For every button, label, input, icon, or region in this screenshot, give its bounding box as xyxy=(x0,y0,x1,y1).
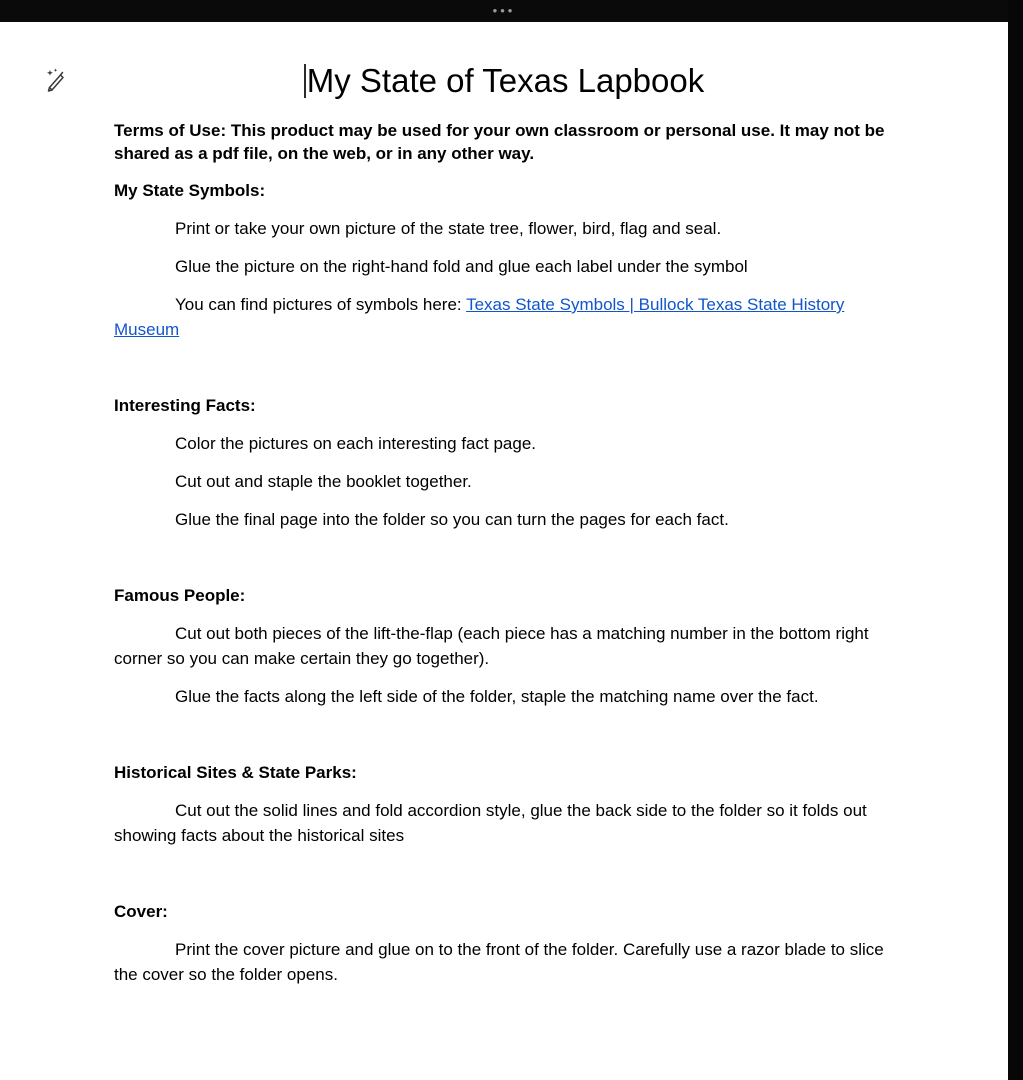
pen-sparkle-icon[interactable] xyxy=(42,66,70,94)
section-historical-sites xyxy=(114,760,894,848)
section-heading-historical-sites[interactable]: Historical Sites & State Parks: xyxy=(114,763,357,782)
section-cover xyxy=(114,899,894,987)
paragraph[interactable]: Cut out both pieces of the lift-the-flap (each piece has a matching number in the bottom right corner so you can make certain they go together). xyxy=(114,624,869,668)
bullock-museum-link[interactable]: Texas State Symbols | Bullock Texas State History Museum xyxy=(114,295,845,339)
paragraph[interactable]: Cut out the solid lines and fold accordion style, glue the back side to the folder so it folds out showing facts about the historical sites xyxy=(114,801,867,845)
paragraph-text: You can find pictures of symbols here: xyxy=(175,295,467,314)
section-heading-state-symbols[interactable]: My State Symbols: xyxy=(114,181,266,200)
paragraph[interactable]: Print or take your own picture of the state tree, flower, bird, flag and seal. xyxy=(175,219,722,238)
document-title[interactable] xyxy=(114,60,894,102)
section-heading-interesting-facts[interactable]: Interesting Facts: xyxy=(114,396,256,415)
paragraph[interactable]: Print the cover picture and glue on to the front of the folder. Carefully use a razor blade to slice the cover so the folder opens. xyxy=(114,940,884,984)
split-view-divider[interactable] xyxy=(1008,0,1023,1080)
section-interesting-facts xyxy=(114,393,894,532)
section-famous-people xyxy=(114,583,894,709)
section-state-symbols xyxy=(114,178,894,342)
window-handle-dots[interactable]: ••• xyxy=(492,3,516,18)
window-drag-bar[interactable] xyxy=(0,0,1008,22)
document-page[interactable] xyxy=(0,22,1008,1080)
document-body xyxy=(114,60,894,1000)
paragraph[interactable]: Glue the facts along the left side of the folder, staple the matching name over the fact. xyxy=(175,687,819,706)
paragraph[interactable]: Glue the final page into the folder so you can turn the pages for each fact. xyxy=(175,510,729,529)
document-title-text: My State of Texas Lapbook xyxy=(306,62,705,99)
paragraph[interactable]: Color the pictures on each interesting fact page. xyxy=(175,434,536,453)
terms-of-use-paragraph[interactable]: Terms of Use: This product may be used for your own classroom or personal use. It may not be shared as a pdf file, on the web, or in any other way. xyxy=(114,121,885,163)
section-heading-cover[interactable]: Cover: xyxy=(114,902,168,921)
paragraph[interactable]: Cut out and staple the booklet together. xyxy=(175,472,472,491)
paragraph-with-link[interactable] xyxy=(114,292,894,342)
text-cursor xyxy=(304,64,306,98)
section-heading-famous-people[interactable]: Famous People: xyxy=(114,586,246,605)
paragraph[interactable]: Glue the picture on the right-hand fold and glue each label under the symbol xyxy=(175,257,748,276)
pen-sparkle-glyph xyxy=(42,66,70,94)
